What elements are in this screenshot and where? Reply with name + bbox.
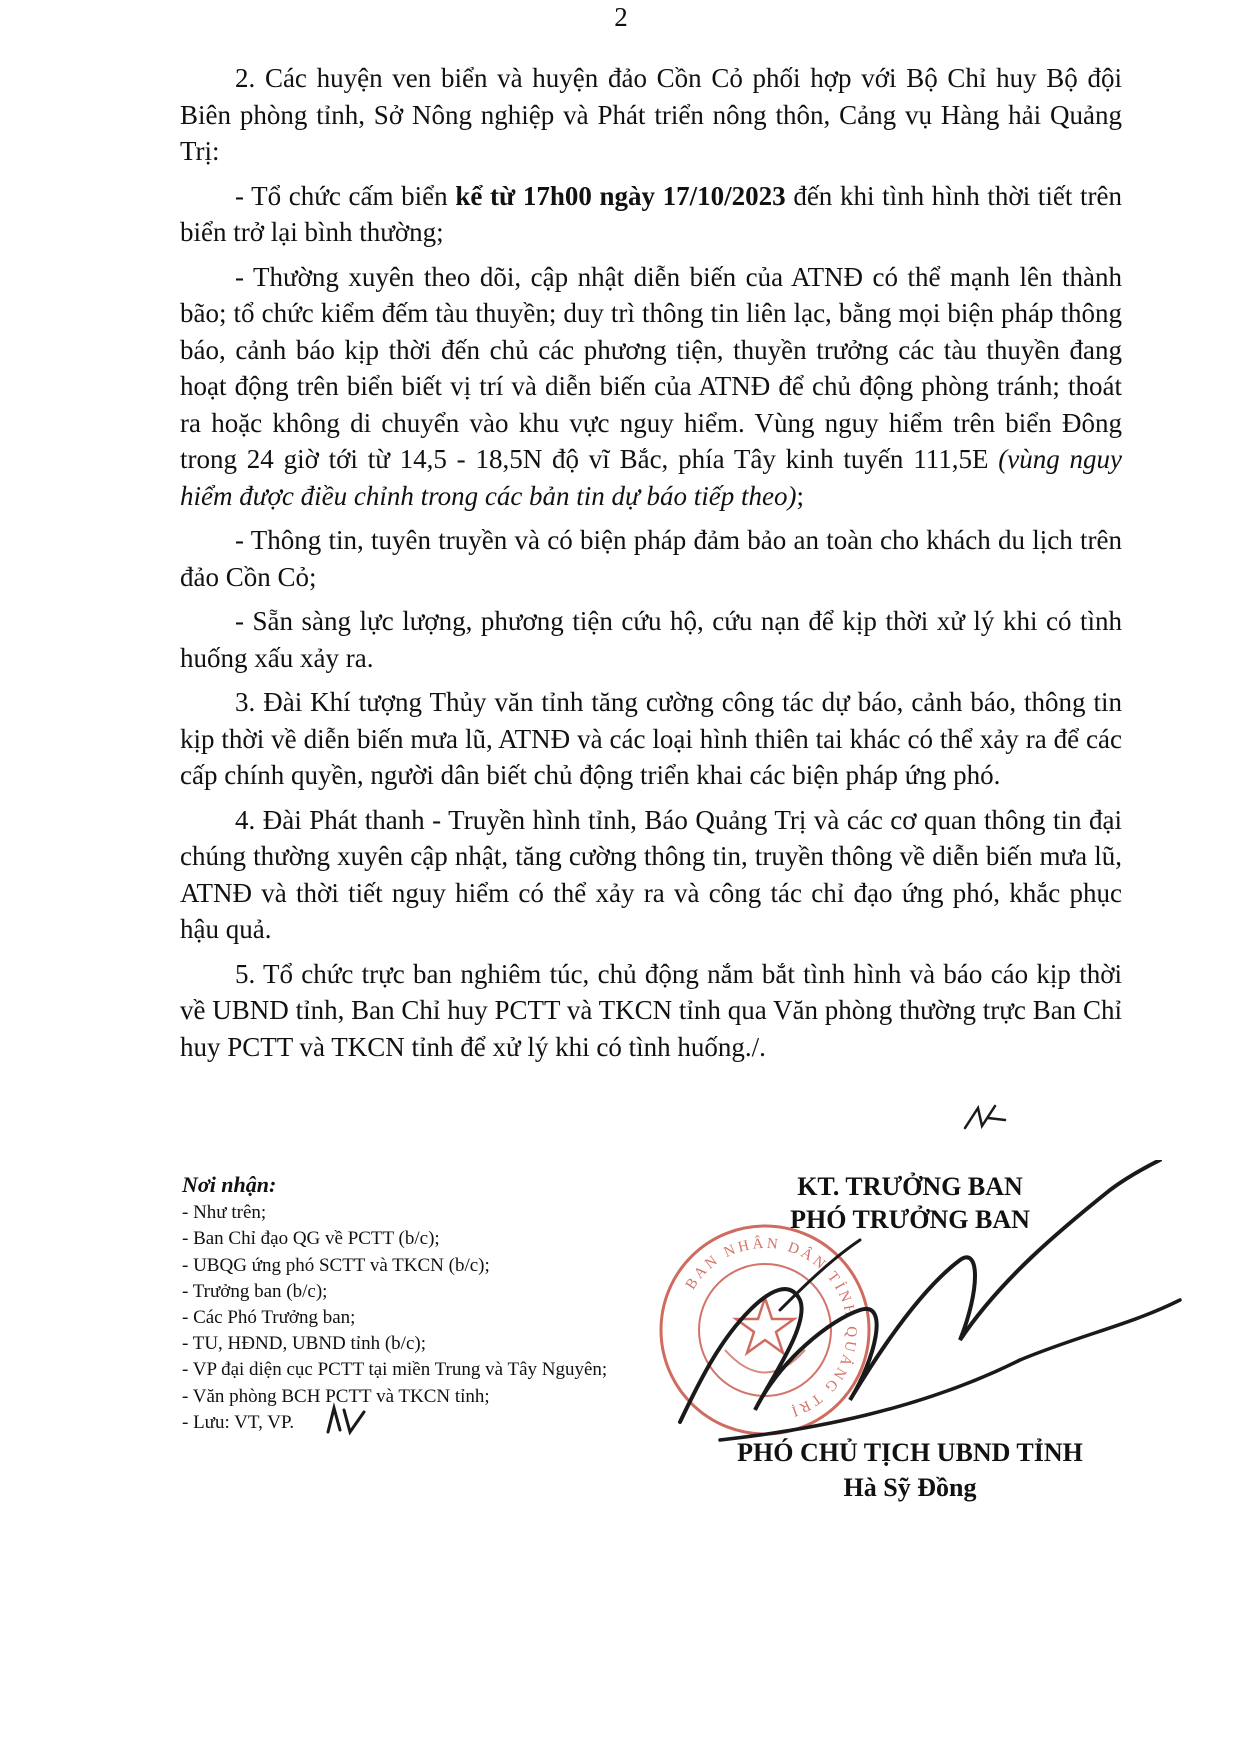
paragraph-5: 5. Tổ chức trực ban nghiêm túc, chủ động nắm bắt tình hình và báo cáo kịp thời về UBND tỉnh, Ban Chỉ huy PCTT và TKCN tỉnh qua Văn phòng thường trực Ban Chỉ huy PCTT và TKCN tỉnh để xử lý khi có tình huống./. bbox=[180, 958, 1122, 1062]
recipient-item: - Ban Chỉ đạo QG về PCTT (b/c); bbox=[182, 1228, 440, 1250]
signature-footer bbox=[690, 1435, 1130, 1505]
initials-stroke bbox=[328, 1408, 364, 1432]
signature-role-1: KT. TRƯỞNG BAN bbox=[797, 1172, 1023, 1201]
paragraph-monitoring bbox=[180, 259, 1122, 515]
paragraph-2: 2. Các huyện ven biển và huyện đảo Cồn Cỏ phối hợp với Bộ Chỉ huy Bộ đội Biên phòng tỉnh, Sở Nông nghiệp và Phát triển nông thôn, Cảng vụ Hàng hải Quảng Trị: bbox=[180, 63, 1122, 166]
signature-role-2: PHÓ TRƯỞNG BAN bbox=[790, 1205, 1030, 1234]
signer-name: Hà Sỹ Đồng bbox=[843, 1473, 977, 1502]
recipient-item: - Trưởng ban (b/c); bbox=[182, 1280, 328, 1302]
recipients-title: Nơi nhận: bbox=[182, 1172, 277, 1197]
signature-stroke bbox=[780, 1240, 860, 1310]
recipient-item: - Các Phó Trưởng ban; bbox=[182, 1307, 356, 1329]
paragraph-tourism: - Thông tin, tuyên truyền và có biện pháp đảm bảo an toàn cho khách du lịch trên đảo Cồn Cỏ; bbox=[180, 525, 1122, 592]
initials-stroke bbox=[965, 1106, 1005, 1128]
seal-text-path: BAN NHÂN DÂN TỈNH QUẢNG TRỊ bbox=[682, 1235, 860, 1421]
recipient-item: - VP đại diện cục PCTT tại miền Trung và Tây Nguyên; bbox=[182, 1359, 608, 1381]
signature-stroke bbox=[680, 1160, 1160, 1422]
paragraph-3: 3. Đài Khí tượng Thủy văn tỉnh tăng cường công tác dự báo, cảnh báo, thông tin kịp thời về diễn biến mưa lũ, ATNĐ và các loại hình thiên tai khác có thể xảy ra để các cấp chính quyền, người dân biết chủ động triển khai các biện pháp ứng phó. bbox=[180, 687, 1122, 790]
sea-ban-time: kể từ 17h00 ngày 17/10/2023 bbox=[455, 180, 786, 211]
paragraph-4: 4. Đài Phát thanh - Truyền hình tỉnh, Báo Quảng Trị và các cơ quan thông tin đại chúng thường xuyên cập nhật, tăng cường thông tin, truyền thông về diễn biến mưa lũ, ATNĐ và thời tiết nguy hiểm có thể xảy ra và công tác chỉ đạo ứng phó, khắc phục hậu quả. bbox=[180, 804, 1122, 944]
initials-mark bbox=[320, 1402, 370, 1438]
recipients-block bbox=[182, 1172, 652, 1436]
recipients-list bbox=[182, 1200, 652, 1436]
paragraph-rescue: - Sẵn sàng lực lượng, phương tiện cứu hộ, cứu nạn để kịp thời xử lý khi có tình huống xấu xảy ra. bbox=[180, 606, 1122, 673]
sea-ban-text: - Tổ chức cấm biển bbox=[235, 180, 456, 211]
signature-stroke bbox=[720, 1300, 1180, 1440]
recipient-item: - Lưu: VT, VP. bbox=[182, 1411, 295, 1433]
document-body bbox=[180, 60, 1122, 1073]
monitoring-text: - Thường xuyên theo dõi, cập nhật diễn biến của ATNĐ có thể mạnh lên thành bão; tổ chức kiểm đếm tàu thuyền; duy trì thông tin liên lạc, bằng mọi biện pháp thông báo, cảnh báo kịp thời đến chủ các phương tiện, thuyền trưởng các tàu thuyền đang hoạt động trên biển biết vị trí và diễn biến của ATNĐ để chủ động phòng tránh; thoát ra hoặc không di chuyển vào khu vực nguy hiểm. Vùng nguy hiểm trên biển Đông trong 24 giờ tới từ 14,5 - 18,5N độ vĩ Bắc, phía Tây kinh tuyến 111,5E bbox=[180, 261, 1122, 474]
page-number: 2 bbox=[614, 2, 628, 32]
handwritten-signature bbox=[660, 1160, 1220, 1450]
initials-mark bbox=[960, 1100, 1010, 1135]
signer-position: PHÓ CHỦ TỊCH UBND TỈNH bbox=[737, 1438, 1083, 1467]
recipient-item: - TU, HĐND, UBND tỉnh (b/c); bbox=[182, 1333, 426, 1355]
sea-ban-text-end: đến khi tình hình thời tiết trên biển trở lại bình thường; bbox=[180, 180, 1122, 247]
recipient-item: - Như trên; bbox=[182, 1202, 267, 1224]
recipient-item: - Văn phòng BCH PCTT và TKCN tỉnh; bbox=[182, 1385, 490, 1407]
recipient-item: - UBQG ứng phó SCTT và TKCN (b/c); bbox=[182, 1254, 490, 1276]
monitoring-end: ; bbox=[796, 480, 805, 511]
monitoring-note: (vùng nguy hiểm được điều chỉnh trong các bản tin dự báo tiếp theo) bbox=[180, 444, 1122, 511]
paragraph-sea-ban bbox=[180, 178, 1122, 251]
